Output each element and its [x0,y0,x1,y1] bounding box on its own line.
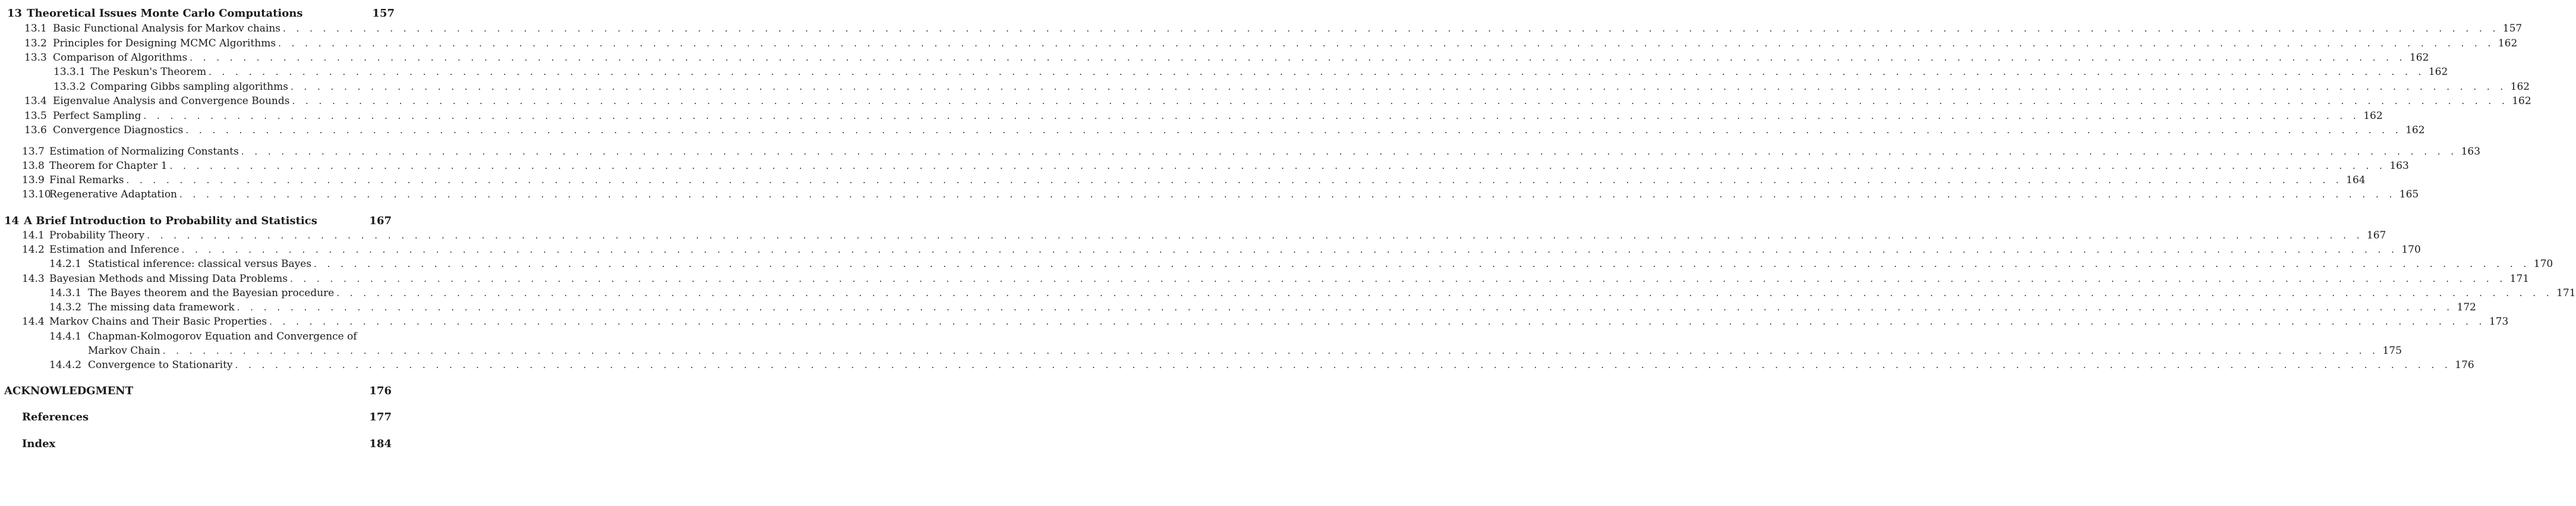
dot-leader [336,286,2553,300]
section-page: 162 [2363,110,2383,122]
dot-leader [283,21,2499,36]
subsection-page: 172 [2457,301,2476,313]
toc-subsection-continuation[interactable] [88,344,2402,358]
toc-section[interactable] [22,173,2366,187]
subsection-page: 170 [2533,258,2553,270]
section-number: 13.5 [24,110,47,122]
toc-section[interactable] [22,187,2419,202]
subsection-number: 13.3.2 [53,81,86,93]
subsection-page: 171 [2556,287,2576,299]
toc-subsection[interactable] [49,329,392,344]
toc-subsection[interactable] [49,358,2474,372]
section-page: 163 [2461,146,2481,158]
section-number: 13.2 [24,37,47,49]
dot-leader [170,159,2386,173]
backmatter-title: References [22,411,89,423]
section-page: 173 [2489,316,2509,328]
chapter-page: 167 [369,215,392,227]
subsection-title: Chapman-Kolmogorov Equation and Convergence of [88,331,357,342]
toc-section[interactable] [24,123,2425,137]
chapter-page: 157 [372,7,395,20]
toc-index[interactable] [22,437,392,451]
section-title: Final Remarks [49,174,124,186]
section-number: 13.10 [22,188,51,200]
dot-leader [147,228,2363,243]
section-page: 170 [2401,244,2421,256]
section-number: 14.2 [22,244,45,256]
section-number: 13.3 [24,52,47,64]
toc-section[interactable] [24,109,2383,123]
toc-references[interactable] [22,410,392,425]
subsection-title-continued: Markov Chain [88,345,160,357]
section-title: Theorem for Chapter 1 [49,160,168,172]
toc-chapter-13[interactable] [7,7,395,21]
subsection-title: Convergence to Stationarity [88,359,233,371]
subsection-page: 176 [2455,359,2474,371]
dot-leader [182,243,2398,257]
section-number: 14.3 [22,273,45,285]
dot-leader [126,173,2342,187]
section-title: Eigenvalue Analysis and Convergence Bounds [53,95,290,107]
dot-leader [269,315,2486,329]
section-number: 13.6 [24,124,47,136]
section-page: 157 [2502,23,2523,34]
section-page: 162 [2409,52,2429,64]
section-page: 164 [2346,174,2366,186]
section-number: 13.4 [24,95,47,107]
subsection-number: 14.4.1 [49,331,82,342]
section-title: Basic Functional Analysis for Markov chains [53,23,281,34]
subsection-number: 13.3.1 [53,66,86,78]
dot-leader [209,65,2425,79]
subsection-page: 162 [2428,66,2448,78]
subsection-title: The missing data framework [88,301,235,313]
section-title: Convergence Diagnostics [53,124,184,136]
section-title: Regenerative Adaptation [49,188,178,200]
subsection-page: 175 [2382,345,2402,357]
backmatter-title: ACKNOWLEDGMENT [4,385,134,397]
toc-section[interactable] [22,144,2481,159]
dot-leader [179,187,2396,202]
section-page: 162 [2512,95,2531,107]
section-page: 167 [2366,230,2386,241]
dot-leader [292,94,2508,108]
subsection-title: Comparing Gibbs sampling algorithms [90,81,288,93]
section-number: 14.4 [22,316,45,328]
section-page: 162 [2405,124,2425,136]
subsection-number: 14.3.2 [49,301,82,313]
section-page: 163 [2389,160,2409,172]
dot-leader [278,36,2495,51]
subsection-page: 162 [2510,81,2530,93]
toc-section[interactable] [24,36,2518,51]
section-title: Markov Chains and Their Basic Properties [49,316,267,328]
toc-section[interactable] [22,315,2509,329]
section-number: 13.9 [22,174,45,186]
section-page: 171 [2509,273,2530,285]
dot-leader [314,257,2530,271]
toc-subsection[interactable] [53,80,2530,94]
toc-chapter-14[interactable] [4,214,392,228]
section-page: 162 [2498,37,2518,49]
section-number: 13.1 [24,23,47,34]
dot-leader [291,80,2507,94]
section-title: Probability Theory [49,230,145,241]
toc-section[interactable] [24,94,2531,108]
section-title: Estimation and Inference [49,244,179,256]
chapter-number: 13 [7,7,23,20]
section-title: Perfect Sampling [53,110,141,122]
subsection-title: The Peskun's Theorem [90,66,207,78]
toc-section[interactable] [22,243,2421,257]
toc-acknowledgment[interactable] [4,384,392,398]
dot-leader [241,144,2458,159]
toc-section[interactable] [22,228,2386,243]
section-title: Principles for Designing MCMC Algorithms [53,37,276,49]
dot-leader [290,272,2506,286]
subsection-title: The Bayes theorem and the Bayesian procedure [88,287,335,299]
subsection-number: 14.2.1 [49,258,82,270]
toc-section[interactable] [22,272,2530,286]
backmatter-page: 184 [369,438,392,450]
section-number: 14.1 [22,230,45,241]
subsection-number: 14.4.2 [49,359,82,371]
backmatter-page: 177 [369,411,392,423]
backmatter-page: 176 [369,385,392,397]
dot-leader [163,344,2379,358]
dot-leader [237,300,2454,315]
dot-leader [235,358,2452,372]
toc-subsection[interactable] [49,286,2576,300]
toc-subsection[interactable] [49,257,2553,271]
toc-subsection[interactable] [53,65,2448,79]
dot-leader [190,51,2406,65]
dot-leader [143,109,2360,123]
backmatter-title: Index [22,438,56,450]
section-title: Estimation of Normalizing Constants [49,146,239,158]
toc-section[interactable] [24,51,2429,65]
chapter-title: A Brief Introduction to Probability and Statistics [24,215,317,227]
section-title: Comparison of Algorithms [53,52,188,64]
toc-section[interactable] [22,159,2409,173]
subsection-title: Statistical inference: classical versus Bayes [88,258,312,270]
section-page: 165 [2399,188,2419,200]
chapter-number: 14 [4,215,20,227]
section-number: 13.7 [22,146,45,158]
toc-subsection[interactable] [49,300,2476,315]
dot-leader [185,123,2402,137]
section-title: Bayesian Methods and Missing Data Problems [49,273,288,285]
toc-section[interactable] [24,21,2523,36]
subsection-number: 14.3.1 [49,287,82,299]
chapter-title: Theoretical Issues Monte Carlo Computations [27,7,303,20]
section-number: 13.8 [22,160,45,172]
